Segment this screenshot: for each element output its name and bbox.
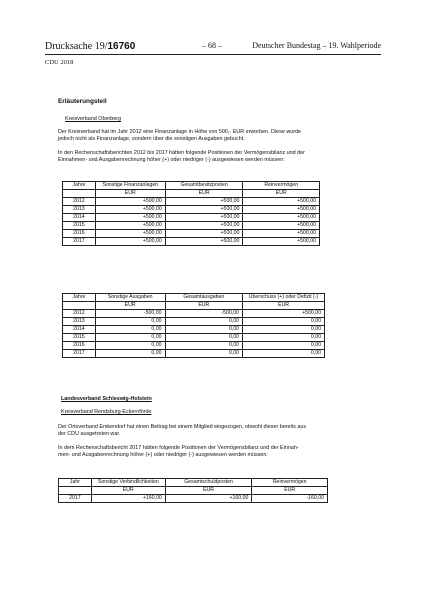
table-unit [59,487,92,495]
table-einnahmen-ausgaben-oberberg [62,293,325,358]
table-cell: 0,00 [95,326,165,334]
table-header: Jahre [63,294,96,302]
table-row [63,222,320,230]
table-header: Jahr [59,479,92,487]
sh-heading: Landesverband Schleswig-Holstein [61,396,152,402]
table-cell: +500,00 [165,198,243,206]
page-header [45,41,381,53]
table-cell: 2015 [63,334,96,342]
table-cell: 2013 [63,206,96,214]
table-cell: +500,00 [165,206,243,214]
table-cell: 0,00 [243,342,325,350]
table-cell: 0,00 [165,350,243,358]
table-cell: +500,00 [243,198,320,206]
sh-subheading: Kreisverband Rendsburg-Eckernförde [61,409,152,415]
table-row [63,238,320,246]
table-cell: 0,00 [95,318,165,326]
oberberg-para2-line1: In den Rechenschaftsberichten 2012 bis 2017 hätten folgende Positionen der Vermögensbilanz und der [58,150,305,156]
page-number: – 68 – [202,41,222,50]
table-unit: EUR [165,190,243,198]
table-cell: 2015 [63,222,96,230]
table-cell: 2012 [63,310,96,318]
table-cell: 0,00 [243,350,325,358]
table-cell: +500,00 [243,206,320,214]
table-cell: 0,00 [165,334,243,342]
table-cell: 0,00 [165,318,243,326]
table-cell: +500,00 [243,222,320,230]
table-row [63,318,325,326]
table-cell: 2014 [63,326,96,334]
table-header: Gesamtbesitzposten [165,182,243,190]
table-unit: EUR [243,190,320,198]
table-row [63,198,320,206]
table-cell: +500,00 [165,238,243,246]
table-unit [63,302,96,310]
table-unit [63,190,96,198]
table-row [63,230,320,238]
table-cell: +500,00 [243,310,325,318]
table-header: Sonstige Finanzanlagen [95,182,165,190]
oberberg-para2-line2: Einnahmen- und Ausgabenrechnung höher (+) oder niedriger (-) ausgewiesen werden müssen: [58,157,285,163]
table-cell: +500,00 [165,222,243,230]
table-cell: +500,00 [243,230,320,238]
table-cell: 0,00 [243,318,325,326]
institution-period: Deutscher Bundestag – 19. Wahlperiode [252,41,381,50]
table-cell: 2016 [63,230,96,238]
table-unit: EUR [95,190,165,198]
table-cell: 0,00 [243,326,325,334]
document-number: Drucksache 19/16760 [45,41,136,52]
table-vermoegensbilanz-oberberg [62,181,320,246]
table-cell: +500,00 [95,222,165,230]
table-unit: EUR [252,487,328,495]
table-cell: 0,00 [243,334,325,342]
table-header: Gesamtausgaben [165,294,243,302]
table-cell: -500,00 [165,310,243,318]
table-unit: EUR [165,302,243,310]
table-cell: +500,00 [95,198,165,206]
table-cell: +500,00 [95,230,165,238]
table-header: Überschuss (+) oder Defizit (-) [243,294,325,302]
table-rendsburg-eckernfoerde [58,478,328,503]
table-cell: +500,00 [95,238,165,246]
table-cell: -160,00 [252,495,328,503]
table-row [63,342,325,350]
table-row [63,350,325,358]
party-year: CDU 2018 [45,59,74,66]
table-row [63,214,320,222]
scanned-page [56,88,378,548]
table-cell: 0,00 [165,326,243,334]
table-cell: 0,00 [95,342,165,350]
table-row [63,334,325,342]
sh-para2-line2: men- und Ausgabenrechnung höher (+) oder niedriger (-) ausgewiesen werden müssen: [58,452,268,458]
table-cell: +160,00 [91,495,165,503]
table-cell: 2017 [63,238,96,246]
table-cell: +500,00 [243,238,320,246]
table-cell: 0,00 [95,350,165,358]
table-unit: EUR [91,487,165,495]
table-header: Sonstige Ausgaben [95,294,165,302]
table-cell: 0,00 [165,342,243,350]
table-cell: 2017 [63,350,96,358]
table-row [59,495,328,503]
table-cell: 2012 [63,198,96,206]
section-title: Erläuterungsteil [58,98,107,105]
table-header: Reinvermögen [252,479,328,487]
table-cell: +500,00 [95,206,165,214]
sh-para1-line1: Der Ortsverband Emkendorf hat einen Beitrag bei einem Mitglied eingezogen, obwohl dieser bereits aus [58,424,307,430]
table-row [63,310,325,318]
table-cell: 2014 [63,214,96,222]
table-header: Jahre [63,182,96,190]
sh-para2-line1: In dem Rechenschaftsbericht 2017 hätten folgende Positionen der Vermögensbilanz und der Einnah- [58,445,299,451]
table-header: Reinvermögen [243,182,320,190]
table-cell: -500,00 [95,310,165,318]
table-cell: +500,00 [165,230,243,238]
table-cell: 2017 [59,495,92,503]
header-rule [45,54,381,55]
table-header: Gesamtschuldposten [165,479,252,487]
oberberg-para1-line1: Der Kreisverband hat im Jahr 2012 eine Finanzanlage in Höhe von 500,- EUR erworben. Diese wurde [58,129,302,135]
table-cell: 0,00 [95,334,165,342]
sh-para1-line2: der CDU ausgetreten war. [58,431,121,437]
table-cell: +500,00 [165,214,243,222]
table-row [63,206,320,214]
table-cell: 2016 [63,342,96,350]
table-cell: +500,00 [95,214,165,222]
table-row [63,326,325,334]
table-unit: EUR [165,487,252,495]
table-cell: +160,00 [165,495,252,503]
table-cell: 2013 [63,318,96,326]
table-cell: +500,00 [243,214,320,222]
table-unit: EUR [243,302,325,310]
oberberg-para1-line2: jedoch nicht als Finanzanlage, sondern über die sonstigen Ausgaben gebucht. [58,136,245,142]
table-unit: EUR [95,302,165,310]
table-header: Sonstige Verbindlichkeiten [91,479,165,487]
oberberg-heading: Kreisverband Oberberg [65,116,122,122]
